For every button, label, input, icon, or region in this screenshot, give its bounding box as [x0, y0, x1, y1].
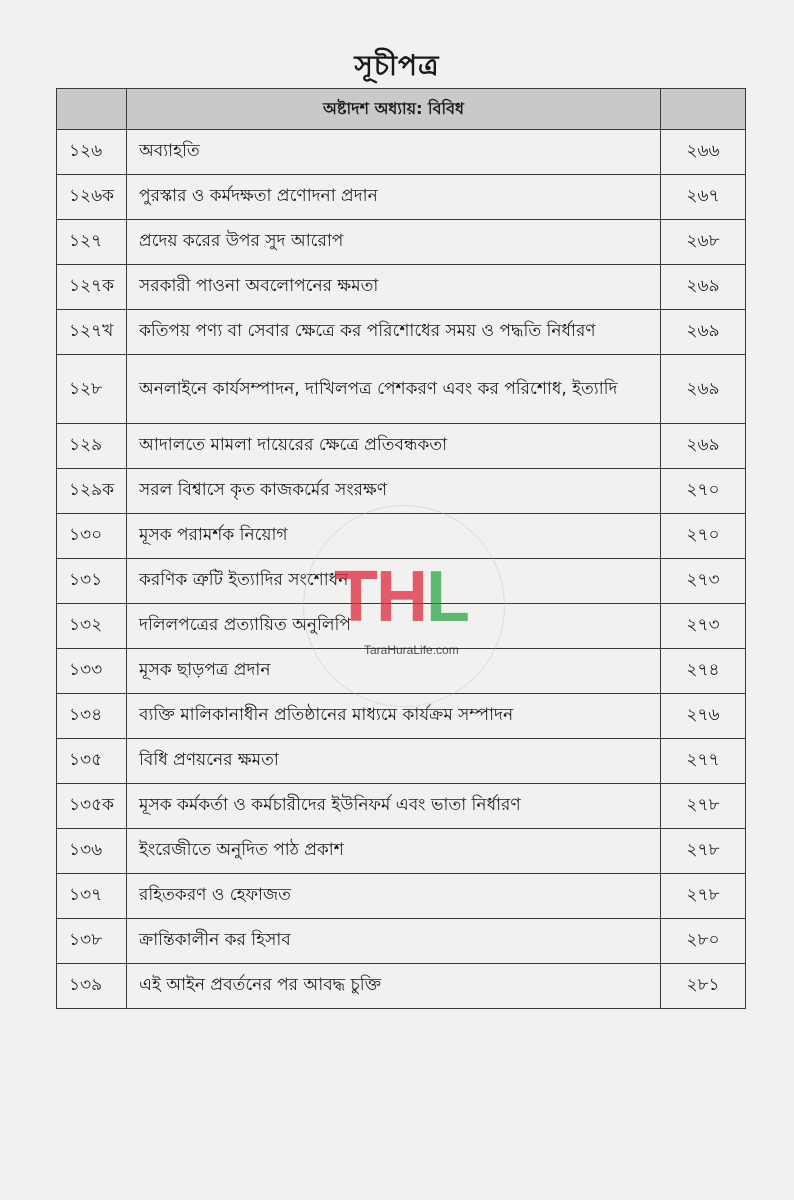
page-number: ২৭৩ [661, 604, 746, 649]
section-number: ১২৯ [57, 424, 127, 469]
toc-body [57, 130, 746, 1009]
table-row [57, 964, 746, 1009]
table-row [57, 220, 746, 265]
page-number: ২৬৬ [661, 130, 746, 175]
watermark-url: TaraHuraLife.com [364, 643, 459, 657]
section-title: সরকারী পাওনা অবলোপনের ক্ষমতা [127, 265, 661, 310]
page-number: ২৭৮ [661, 784, 746, 829]
section-title: সরল বিশ্বাসে কৃত কাজকর্মের সংরক্ষণ [127, 469, 661, 514]
section-title: মূসক ছাড়পত্র প্রদান [127, 649, 661, 694]
table-row [57, 784, 746, 829]
page-number: ২৬৭ [661, 175, 746, 220]
section-number: ১২৭ [57, 220, 127, 265]
page-number: ২৭৩ [661, 559, 746, 604]
section-title: কতিপয় পণ্য বা সেবার ক্ষেত্রে কর পরিশোধের সময় ও পদ্ধতি নির্ধারণ [127, 310, 661, 355]
section-number: ১৩৫ [57, 739, 127, 784]
table-row [57, 514, 746, 559]
section-title: মূসক পরামর্শক নিয়োগ [127, 514, 661, 559]
table-of-contents [56, 88, 746, 1009]
page-number: ২৭০ [661, 469, 746, 514]
table-row [57, 175, 746, 220]
watermark-logo: THL [334, 557, 468, 637]
table-row [57, 739, 746, 784]
section-title: প্রদেয় করের উপর সুদ আরোপ [127, 220, 661, 265]
table-row [57, 355, 746, 424]
section-number: ১২৮ [57, 355, 127, 424]
table-row [57, 469, 746, 514]
page-number: ২৬৮ [661, 220, 746, 265]
table-row [57, 874, 746, 919]
section-number: ১৩৪ [57, 694, 127, 739]
section-title: দলিলপত্রের প্রত্যায়িত অনুলিপি [127, 604, 661, 649]
table-row [57, 829, 746, 874]
section-title: অনলাইনে কার্যসম্পাদন, দাখিলপত্র পেশকরণ এবং কর পরিশোধ, ইত্যাদি [127, 355, 661, 424]
section-title: ব্যক্তি মালিকানাধীন প্রতিষ্ঠানের মাধ্যমে কার্যক্রম সম্পাদন [127, 694, 661, 739]
page-number: ২৭৬ [661, 694, 746, 739]
page-number: ২৬৯ [661, 424, 746, 469]
table-row [57, 310, 746, 355]
section-title: আদালতে মামলা দায়েরের ক্ষেত্রে প্রতিবন্ধকতা [127, 424, 661, 469]
section-number: ১৩৮ [57, 919, 127, 964]
section-title: রহিতকরণ ও হেফাজত [127, 874, 661, 919]
section-number: ১৩০ [57, 514, 127, 559]
page-number: ২৭৮ [661, 874, 746, 919]
section-number: ১২৬ [57, 130, 127, 175]
page-number: ২৭৭ [661, 739, 746, 784]
section-number: ১৩৫ক [57, 784, 127, 829]
section-title: করণিক ত্রুটি ইত্যাদির সংশোধন [127, 559, 661, 604]
section-number: ১২৭ক [57, 265, 127, 310]
section-number: ১৩৬ [57, 829, 127, 874]
page-number: ২৭৮ [661, 829, 746, 874]
table-row [57, 424, 746, 469]
page-number: ২৬৯ [661, 265, 746, 310]
section-number: ১৩১ [57, 559, 127, 604]
section-number: ১৩৭ [57, 874, 127, 919]
section-number: ১২৯ক [57, 469, 127, 514]
section-number: ১৩৯ [57, 964, 127, 1009]
table-row [57, 649, 746, 694]
page-number: ২৭০ [661, 514, 746, 559]
page-number: ২৮০ [661, 919, 746, 964]
section-title: বিধি প্রণয়নের ক্ষমতা [127, 739, 661, 784]
section-title: পুরস্কার ও কর্মদক্ষতা প্রণোদনা প্রদান [127, 175, 661, 220]
blank-header-cell [57, 89, 127, 130]
table-row [57, 604, 746, 649]
section-number: ১৩৩ [57, 649, 127, 694]
show-through-area [0, 1055, 794, 1200]
page-number: ২৬৯ [661, 355, 746, 424]
chapter-heading: অষ্টাদশ অধ্যায়: বিবিধ [127, 89, 661, 130]
table-row [57, 265, 746, 310]
page-number: ২৭৪ [661, 649, 746, 694]
section-title: এই আইন প্রবর্তনের পর আবদ্ধ চুক্তি [127, 964, 661, 1009]
section-number: ১২৬ক [57, 175, 127, 220]
section-title: মূসক কর্মকর্তা ও কর্মচারীদের ইউনিফর্ম এবং ভাতা নির্ধারণ [127, 784, 661, 829]
page-number: ২৬৯ [661, 310, 746, 355]
table-row [57, 919, 746, 964]
section-title: অব্যাহতি [127, 130, 661, 175]
page-title: সূচীপত্র [354, 49, 440, 82]
table-row [57, 130, 746, 175]
section-number: ১২৭খ [57, 310, 127, 355]
blank-header-cell [661, 89, 746, 130]
section-title: ক্রান্তিকালীন কর হিসাব [127, 919, 661, 964]
page-number: ২৮১ [661, 964, 746, 1009]
section-number: ১৩২ [57, 604, 127, 649]
section-title: ইংরেজীতে অনুদিত পাঠ প্রকাশ [127, 829, 661, 874]
table-row [57, 694, 746, 739]
table-row [57, 559, 746, 604]
